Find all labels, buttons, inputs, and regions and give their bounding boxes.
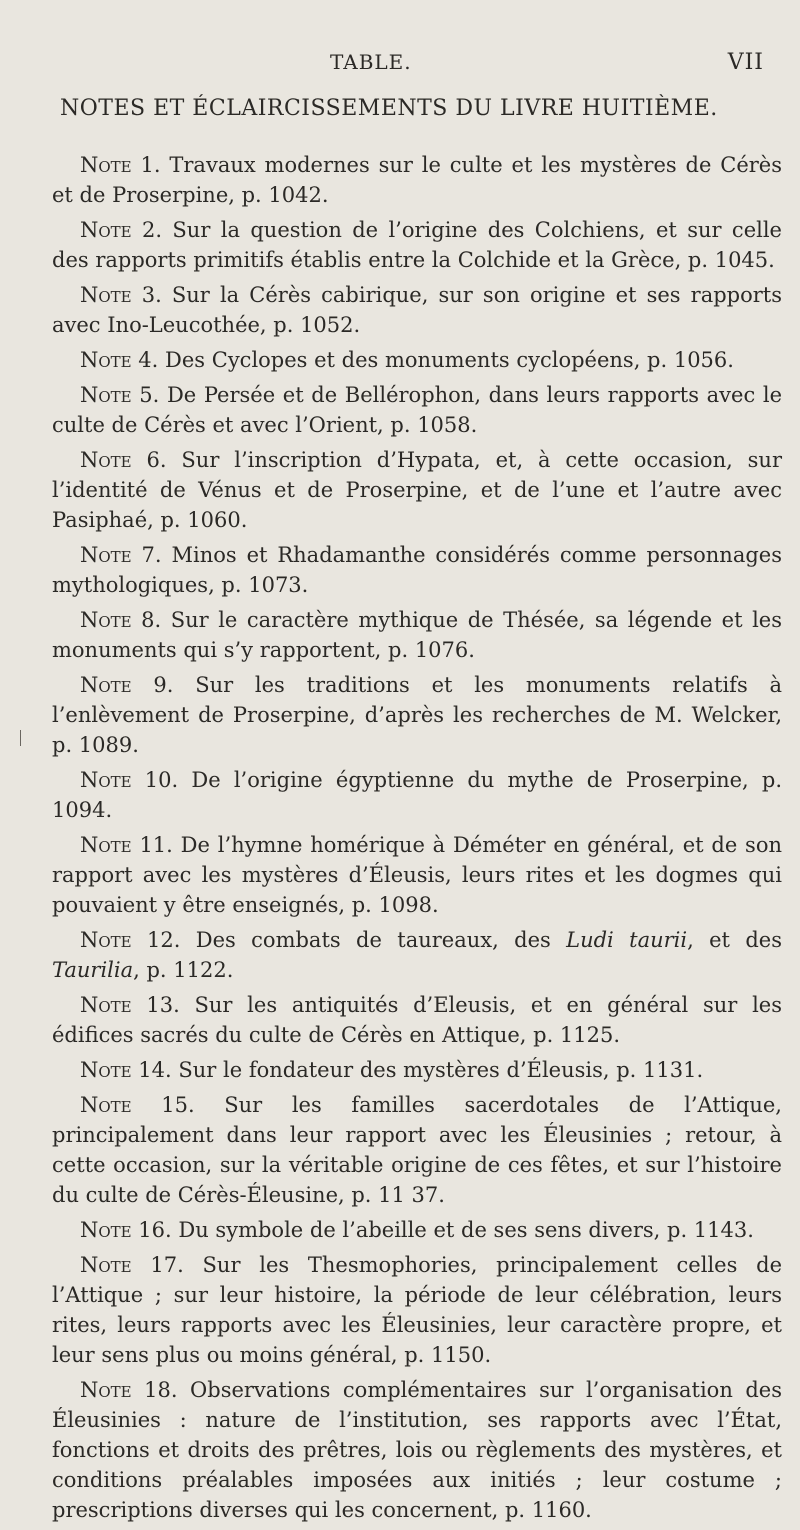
running-head-title: TABLE. <box>330 50 412 74</box>
note-label: Note 18. <box>80 1378 178 1402</box>
page-folio: VII <box>727 50 764 75</box>
note-entry <box>52 215 782 275</box>
note-label: Note 13. <box>80 993 180 1017</box>
note-text: Sur les Thesmophories, principalement celles de l’Attique ; sur leur histoire, la période de leur célébration, leurs rites, leurs rapports avec les Éleusinies, leur caractère propre, et leur sens plus ou moins général, p. 1150. <box>52 1253 782 1367</box>
note-entry <box>52 345 782 375</box>
note-entry <box>52 1055 782 1085</box>
note-text: De l’hymne homérique à Déméter en général, et de son rapport avec les mystères d’Éleusis, leurs rites et les dogmes qui pouvaient y être enseignés, p. 1098. <box>52 833 782 917</box>
running-head <box>0 50 800 80</box>
note-entry <box>52 670 782 760</box>
margin-mark <box>20 730 27 746</box>
note-text: Sur les familles sacerdotales de l’Attique, principalement dans leur rapport avec les Éleusinies ; retour, à cette occasion, sur la véritable origine de ces fêtes, et sur l’histoire du culte de Cérès-Éleusine, p. 11 37. <box>52 1093 782 1207</box>
section-heading: NOTES ET ÉCLAIRCISSEMENTS DU LIVRE HUITIÈME. <box>60 96 718 121</box>
note-text: Travaux modernes sur le culte et les mystères de Cérès et de Proserpine, p. 1042. <box>52 153 782 207</box>
note-label: Note 5. <box>80 383 160 407</box>
note-entry <box>52 830 782 920</box>
note-entry <box>52 1215 782 1245</box>
note-text: Des Cyclopes et des monuments cyclopéens, p. 1056. <box>165 348 734 372</box>
note-entry <box>52 280 782 340</box>
note-entry <box>52 150 782 210</box>
note-text: Observations complémentaires sur l’organisation des Éleusinies : nature de l’institution, ses rapports avec l’État, fonctions et droits des prêtres, lois ou règlements des mystères, et conditions préalables imposées aux initiés ; leur costume ; prescriptions diverses qui les concernent, p. 1160. <box>52 1378 782 1522</box>
note-label: Note 17. <box>80 1253 184 1277</box>
note-label: Note 3. <box>80 283 162 307</box>
note-text: Sur les traditions et les monuments relatifs à l’enlèvement de Proserpine, d’après les recherches de M. Welcker, p. 1089. <box>52 673 782 757</box>
note-entry <box>52 380 782 440</box>
note-text: Sur l’inscription d’Hypata, et, à cette occasion, sur l’identité de Vénus et de Proserpine, et de l’une et l’autre avec Pasiphaé, p. 1060. <box>52 448 782 532</box>
note-text: Sur la Cérès cabirique, sur son origine et ses rapports avec Ino-Leucothée, p. 1052. <box>52 283 782 337</box>
note-text: Sur le caractère mythique de Thésée, sa légende et les monuments qui s’y rapportent, p. 1076. <box>52 608 782 662</box>
note-text: De l’origine égyptienne du mythe de Proserpine, p. 1094. <box>52 768 782 822</box>
note-label: Note 10. <box>80 768 179 792</box>
note-label: Note 11. <box>80 833 173 857</box>
note-entry <box>52 1250 782 1370</box>
note-label: Note 8. <box>80 608 162 632</box>
note-label: Note 2. <box>80 218 163 242</box>
note-entry <box>52 1090 782 1210</box>
note-text: De Persée et de Bellérophon, dans leurs rapports avec le culte de Cérès et avec l’Orient, p. 1058. <box>52 383 782 437</box>
note-text: Sur la question de l’origine des Colchiens, et sur celle des rapports primitifs établis entre la Colchide et la Grèce, p. 1045. <box>52 218 782 272</box>
note-label: Note 15. <box>80 1093 195 1117</box>
note-text: Sur le fondateur des mystères d’Éleusis, p. 1131. <box>178 1058 704 1082</box>
note-text: Sur les antiquités d’Eleusis, et en général sur les édifices sacrés du culte de Cérès en Attique, p. 1125. <box>52 993 782 1047</box>
note-entry <box>52 925 782 985</box>
note-label: Note 12. <box>80 928 181 952</box>
note-label: Note 14. <box>80 1058 172 1082</box>
note-label: Note 1. <box>80 153 161 177</box>
note-entry <box>52 445 782 535</box>
note-label: Note 7. <box>80 543 162 567</box>
note-entry <box>52 1375 782 1525</box>
note-italic-term: Ludi taurii <box>566 928 688 952</box>
note-italic-term: Taurilia <box>52 958 134 982</box>
note-label: Note 4. <box>80 348 159 372</box>
note-text: Des combats de taureaux, des <box>195 928 567 952</box>
note-label: Note 6. <box>80 448 167 472</box>
note-text: Minos et Rhadamanthe considérés comme personnages mythologiques, p. 1073. <box>52 543 782 597</box>
note-entry <box>52 540 782 600</box>
note-label: Note 9. <box>80 673 174 697</box>
note-text: , et des <box>687 928 783 952</box>
note-label: Note 16. <box>80 1218 172 1242</box>
note-text: Du symbole de l’abeille et de ses sens divers, p. 1143. <box>178 1218 754 1242</box>
note-entry <box>52 765 782 825</box>
note-entry <box>52 605 782 665</box>
note-entry <box>52 990 782 1050</box>
note-text: , p. 1122. <box>133 958 234 982</box>
notes-list <box>52 150 782 1530</box>
